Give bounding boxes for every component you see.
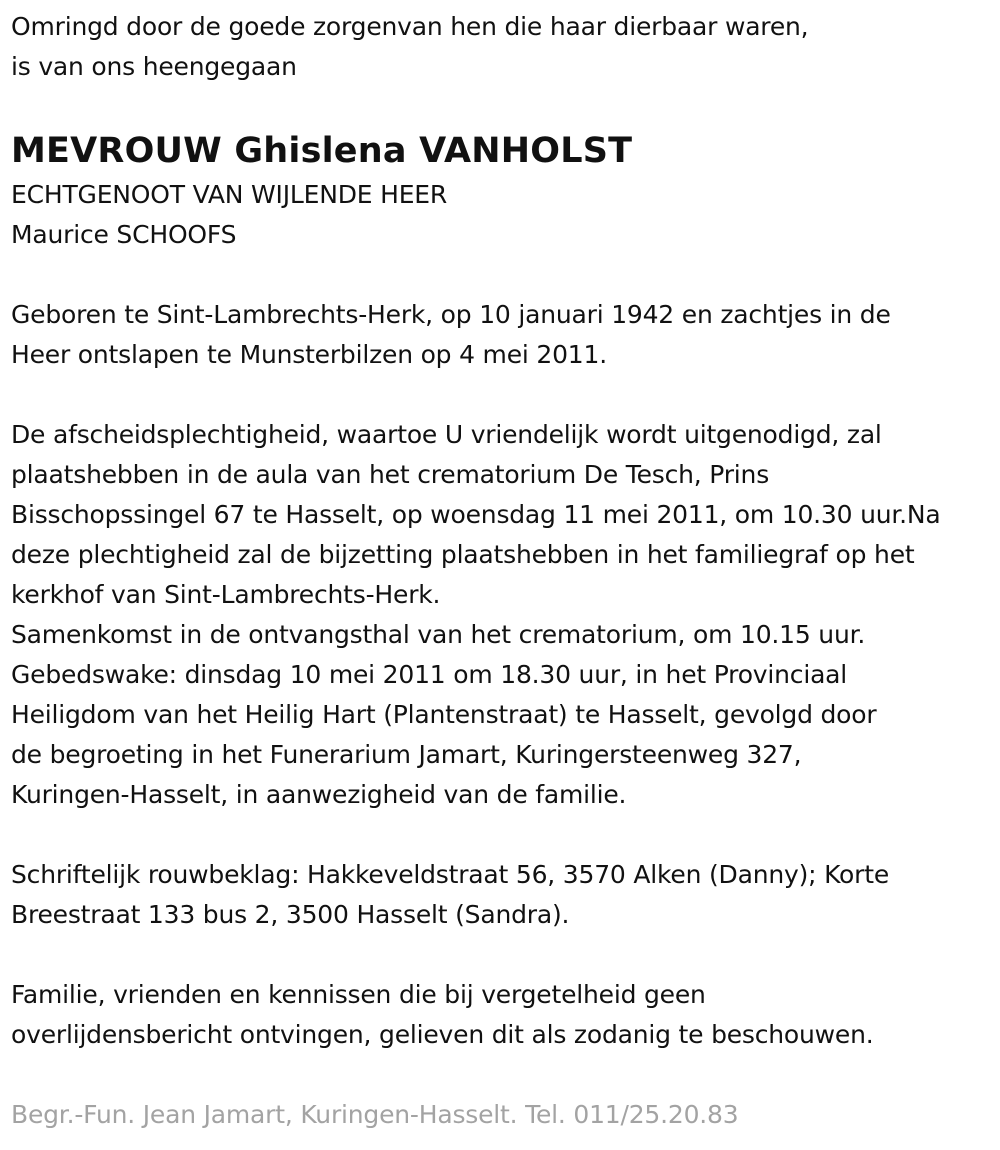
ceremony-line: deze plechtigheid zal de bijzetting plaatshebben in het familiegraf op het: [11, 540, 915, 569]
spacer: [11, 255, 1000, 295]
ceremony-paragraph: [11, 415, 1000, 815]
spouse-title: ECHTGENOOT VAN WIJLENDE HEER: [11, 180, 448, 209]
ceremony-line: plaatshebben in de aula van het crematorium De Tesch, Prins: [11, 460, 770, 489]
spacer: [11, 935, 1000, 975]
ceremony-line: Samenkomst in de ontvangsthal van het crematorium, om 10.15 uur.: [11, 620, 866, 649]
deceased-name: MEVROUW Ghislena VANHOLST: [11, 131, 633, 171]
ceremony-line: Gebedswake: dinsdag 10 mei 2011 om 18.30 uur, in het Provinciaal: [11, 660, 848, 689]
spacer: [11, 1055, 1000, 1095]
birth-death-line: Geboren te Sint-Lambrechts-Herk, op 10 januari 1942 en zachtjes in de: [11, 300, 891, 329]
intro-line: Omringd door de goede zorgenvan hen die haar dierbaar waren,: [11, 12, 809, 41]
birth-death-paragraph: [11, 295, 1000, 375]
notice-paragraph: [11, 975, 1000, 1055]
condolences-line: Schriftelijk rouwbeklag: Hakkeveldstraat 56, 3570 Alken (Danny); Korte: [11, 860, 890, 889]
funeral-director-footer: [11, 1095, 1000, 1135]
intro-line: is van ons heengegaan: [11, 52, 297, 81]
notice-line: overlijdensbericht ontvingen, gelieven dit als zodanig te beschouwen.: [11, 1020, 874, 1049]
ceremony-line: Kuringen-Hasselt, in aanwezigheid van de familie.: [11, 780, 627, 809]
ceremony-line: kerkhof van Sint-Lambrechts-Herk.: [11, 580, 441, 609]
spacer: [11, 375, 1000, 415]
intro-text: [11, 7, 1000, 87]
ceremony-line: Bisschopssingel 67 te Hasselt, op woensdag 11 mei 2011, om 10.30 uur.Na: [11, 500, 941, 529]
spacer: [11, 87, 1000, 127]
ceremony-line: de begroeting in het Funerarium Jamart, Kuringersteenweg 327,: [11, 740, 802, 769]
condolences-line: Breestraat 133 bus 2, 3500 Hasselt (Sandra).: [11, 900, 570, 929]
footer-text: Begr.-Fun. Jean Jamart, Kuringen-Hasselt. Tel. 011/25.20.83: [11, 1100, 739, 1129]
spacer: [11, 815, 1000, 855]
spouse-name: Maurice SCHOOFS: [11, 220, 237, 249]
ceremony-line: De afscheidsplechtigheid, waartoe U vriendelijk wordt uitgenodigd, zal: [11, 420, 882, 449]
spouse-info: [11, 175, 1000, 255]
notice-line: Familie, vrienden en kennissen die bij vergetelheid geen: [11, 980, 706, 1009]
birth-death-line: Heer ontslapen te Munsterbilzen op 4 mei 2011.: [11, 340, 607, 369]
condolences-paragraph: [11, 855, 1000, 935]
ceremony-line: Heiligdom van het Heilig Hart (Plantenstraat) te Hasselt, gevolgd door: [11, 700, 877, 729]
